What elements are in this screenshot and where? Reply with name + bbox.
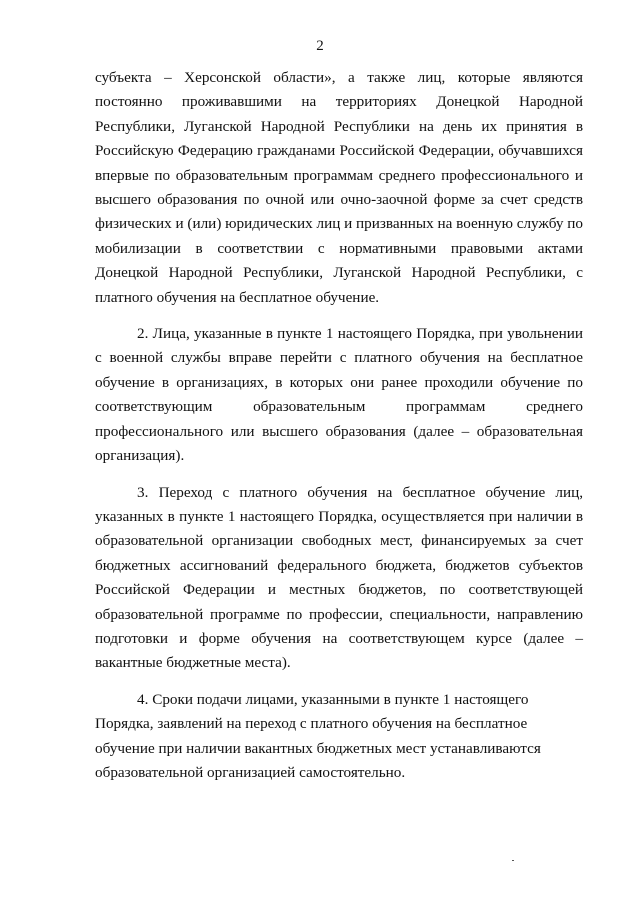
paragraph-item-3: 3. Переход с платного обучения на бесплатное обучение лиц, указанных в пункте 1 настоящего Порядка, осуществляется при наличии в образовательной организации свободных мест, финансируемых за счет бюджетных ассигнований федерального бюджета, бюджетов субъектов Российской Федерации и местных бюджетов, по соответствующей образовательной программе по профессии, специальности, направлению подготовки и форме обучения на соответствующем курсе (далее – вакантные бюджетные места). — [95, 483, 583, 672]
paragraph-item-4: 4. Сроки подачи лицами, указанными в пункте 1 настоящего Порядка, заявлений на переход с платного обучения на бесплатное обучение при наличии вакантных бюджетных мест устанавливаются образовательной организацией самостоятельно. — [95, 690, 541, 781]
paragraph-item-2: 2. Лица, указанные в пункте 1 настоящего Порядка, при увольнении с военной службы вправе перейти с платного обучения на бесплатное обучение в организациях, в которых они ранее проходили обучение по соответствующим образовательным программам среднего профессионального или высшего образования (далее – образовательная организация). — [95, 325, 583, 465]
document-body — [95, 66, 583, 797]
paragraph-continuation: субъекта – Херсонской области», а также лиц, которые являются постоянно проживавшими на территориях Донецкой Народной Республики, Луганской Народной Республики на день их принятия в Российскую Федерацию гражданами Российской Федерации, обучавшихся впервые по образовательным программам среднего профессионального и высшего образования по очной или очно-заочной форме за счет средств физических и (или) юридических лиц и призванных на военную службу по мобилизации в соответствии с нормативными правовыми актами Донецкой Народной Республики, Луганской Народной Республики, с платного обучения на бесплатное обучение. — [95, 69, 583, 306]
page-number: 2 — [316, 38, 324, 54]
scan-speck — [512, 860, 514, 861]
